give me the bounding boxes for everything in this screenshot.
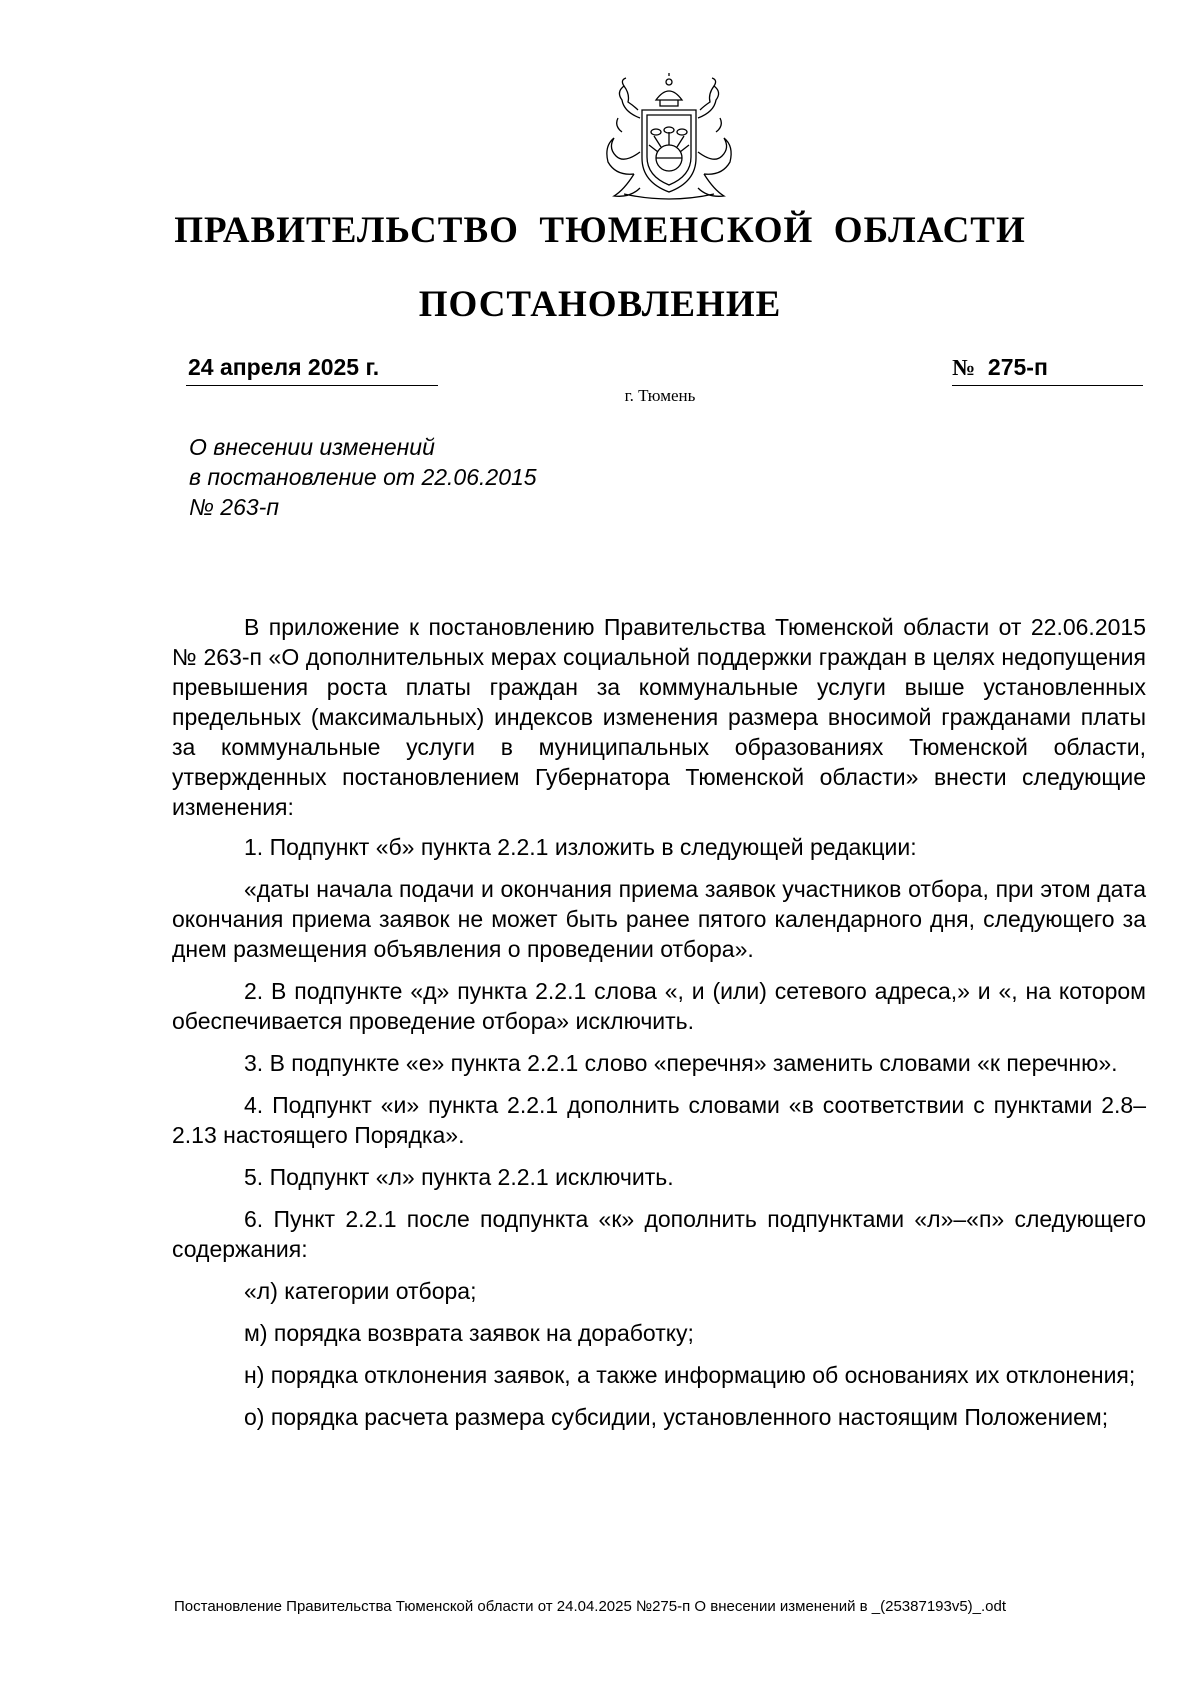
coat-of-arms-emblem xyxy=(594,72,744,202)
document-body xyxy=(172,612,1146,1444)
body-paragraph: 3. В подпункте «е» пункта 2.2.1 слово «перечня» заменить словами «к перечню». xyxy=(244,1050,1118,1076)
document-type-title: ПОСТАНОВЛЕНИЕ xyxy=(418,284,782,325)
body-paragraph: м) порядка возврата заявок на доработку; xyxy=(244,1320,694,1346)
subject-line: № 263-п xyxy=(189,494,279,520)
body-paragraph: о) порядка расчета размера субсидии, установленного настоящим Положением; xyxy=(244,1404,1109,1430)
body-paragraph: 6. Пункт 2.2.1 после подпункта «к» дополнить подпунктами «л»–«п» следующего содержания: xyxy=(172,1206,1146,1262)
body-paragraph: «л) категории отбора; xyxy=(244,1278,477,1304)
document-date-field xyxy=(186,353,438,386)
number-sign: № xyxy=(952,355,976,380)
body-paragraph: 1. Подпункт «б» пункта 2.2.1 изложить в следующей редакции: xyxy=(244,834,917,860)
document-number-field xyxy=(952,353,1143,386)
subject-line: О внесении изменений xyxy=(189,434,435,460)
body-paragraph: В приложение к постановлению Правительства Тюменской области от 22.06.2015 № 263-п «О дополнительных мерах социальной поддержки граждан в целях недопущения превышения роста платы граждан за коммунальные услуги выше установленных предельных (максимальных) индексов изменения размера вносимой гражданами платы за коммунальные услуги в муниципальных образованиях Тюменской области, утвержденных постановлением Губернатора Тюменской области» внести следующие изменения: xyxy=(172,614,1146,820)
body-paragraph: 5. Подпункт «л» пункта 2.2.1 исключить. xyxy=(244,1164,674,1190)
document-date: 24 апреля 2025 г. xyxy=(188,354,380,380)
document-number: 275-п xyxy=(987,354,1048,380)
body-paragraph: 2. В подпункте «д» пункта 2.2.1 слова «, и (или) сетевого адреса,» и «, на котором обеспечивается проведение отбора» исключить. xyxy=(172,978,1146,1034)
document-city: г. Тюмень xyxy=(624,386,696,405)
subject-line: в постановление от 22.06.2015 xyxy=(189,464,537,490)
organization-title: ПРАВИТЕЛЬСТВО ТЮМЕНСКОЙ ОБЛАСТИ xyxy=(174,210,1026,251)
document-footer: Постановление Правительства Тюменской области от 24.04.2025 №275-п О внесении изменений в _(25387193v5)_.odt xyxy=(174,1598,1007,1615)
coat-of-arms-icon xyxy=(594,72,744,202)
body-paragraph: «даты начала подачи и окончания приема заявок участников отбора, при этом дата окончания приема заявок не может быть ранее пятого календарного дня, следующего за днем размещения объявления о проведении отбора». xyxy=(172,876,1146,962)
body-paragraph: 4. Подпункт «и» пункта 2.2.1 дополнить словами «в соответствии с пунктами 2.8–2.13 настоящего Порядка». xyxy=(172,1092,1146,1148)
body-paragraph: н) порядка отклонения заявок, а также информацию об основаниях их отклонения; xyxy=(244,1362,1136,1388)
document-subject xyxy=(189,432,749,522)
